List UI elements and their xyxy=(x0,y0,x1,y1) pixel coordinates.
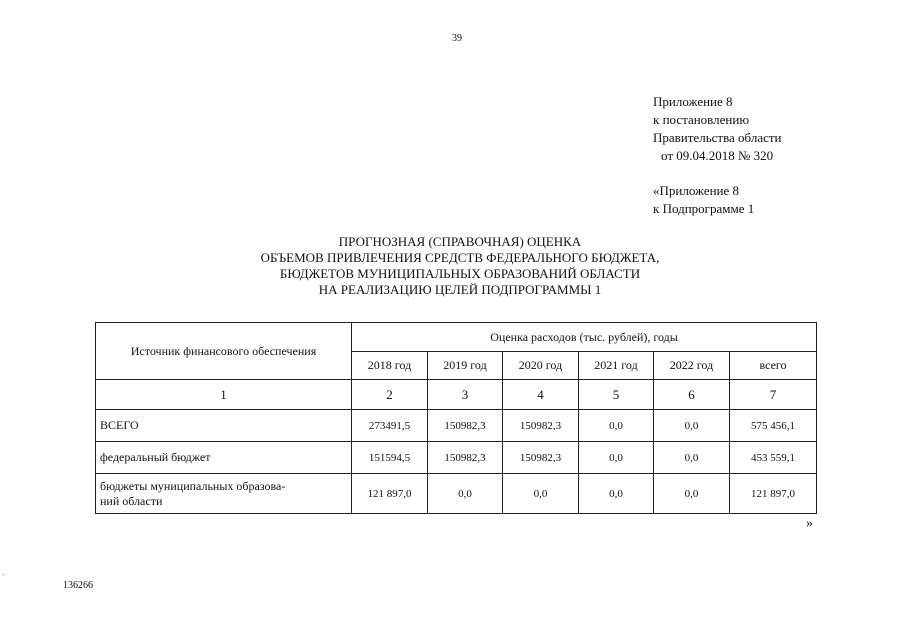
title-line: НА РЕАЛИЗАЦИЮ ЦЕЛЕЙ ПОДПРОГРАММЫ 1 xyxy=(318,282,602,297)
title-line: БЮДЖЕТОВ МУНИЦИПАЛЬНЫХ ОБРАЗОВАНИЙ ОБЛАСТИ xyxy=(279,266,641,281)
year-header: 2019 год xyxy=(428,352,503,380)
title-line: ОБЪЕМОВ ПРИВЛЕЧЕНИЯ СРЕДСТВ ФЕДЕРАЛЬНОГО БЮДЖЕТА, xyxy=(260,250,660,265)
source-header: Источник финансового обеспечения xyxy=(96,323,352,380)
table-cell: 0,0 xyxy=(579,410,654,442)
appendix-line: к постановлению xyxy=(653,112,750,127)
column-index: 7 xyxy=(730,380,817,410)
column-index: 3 xyxy=(428,380,503,410)
table-cell: 150982,3 xyxy=(428,442,503,474)
table-row xyxy=(96,442,817,474)
table-row xyxy=(96,410,817,442)
appendix-line: к Подпрограмме 1 xyxy=(653,201,755,216)
table-cell: 273491,5 xyxy=(352,410,428,442)
table-index-row xyxy=(96,380,817,410)
table-cell: 150982,3 xyxy=(428,410,503,442)
estimate-header: Оценка расходов (тыс. рублей), годы xyxy=(352,323,817,352)
appendix-reference xyxy=(653,93,782,165)
document-title xyxy=(215,234,705,298)
column-index: 5 xyxy=(579,380,654,410)
table-cell: 0,0 xyxy=(428,474,503,514)
budget-table xyxy=(95,322,817,514)
table-cell: 150982,3 xyxy=(503,442,579,474)
year-header: 2022 год xyxy=(654,352,730,380)
row-label: ВСЕГО xyxy=(96,410,352,442)
margin-mark: - xyxy=(2,570,5,579)
table-cell: 0,0 xyxy=(654,474,730,514)
appendix-subprogram-reference xyxy=(653,182,754,218)
appendix-line: Приложение 8 xyxy=(653,94,733,109)
table-cell: 0,0 xyxy=(654,410,730,442)
table-cell: 0,0 xyxy=(654,442,730,474)
year-header: 2021 год xyxy=(579,352,654,380)
table-cell: 0,0 xyxy=(503,474,579,514)
table-cell: 121 897,0 xyxy=(352,474,428,514)
row-label-line: ний области xyxy=(100,493,163,508)
appendix-line: «Приложение 8 xyxy=(653,183,740,198)
table-cell: 150982,3 xyxy=(503,410,579,442)
row-label xyxy=(96,474,352,514)
table-cell: 0,0 xyxy=(579,442,654,474)
table-cell: 453 559,1 xyxy=(730,442,817,474)
total-header: всего xyxy=(730,352,817,380)
year-header: 2020 год xyxy=(503,352,579,380)
year-header: 2018 год xyxy=(352,352,428,380)
table-row xyxy=(96,474,817,514)
appendix-line: Правительства области xyxy=(653,130,782,145)
column-index: 2 xyxy=(352,380,428,410)
column-index: 6 xyxy=(654,380,730,410)
table-header-row xyxy=(96,323,817,352)
table-cell: 0,0 xyxy=(579,474,654,514)
table-cell: 575 456,1 xyxy=(730,410,817,442)
title-line: ПРОГНОЗНАЯ (СПРАВОЧНАЯ) ОЦЕНКА xyxy=(338,234,582,249)
page-number: 39 xyxy=(452,33,462,44)
table-cell: 121 897,0 xyxy=(730,474,817,514)
closing-quote: » xyxy=(806,516,813,531)
column-index: 1 xyxy=(96,380,352,410)
row-label-line: бюджеты муниципальных образова- xyxy=(100,478,286,493)
row-label: федеральный бюджет xyxy=(96,442,352,474)
column-index: 4 xyxy=(503,380,579,410)
document-code: 136266 xyxy=(63,580,93,591)
table-cell: 151594,5 xyxy=(352,442,428,474)
appendix-line: от 09.04.2018 № 320 xyxy=(661,148,774,163)
